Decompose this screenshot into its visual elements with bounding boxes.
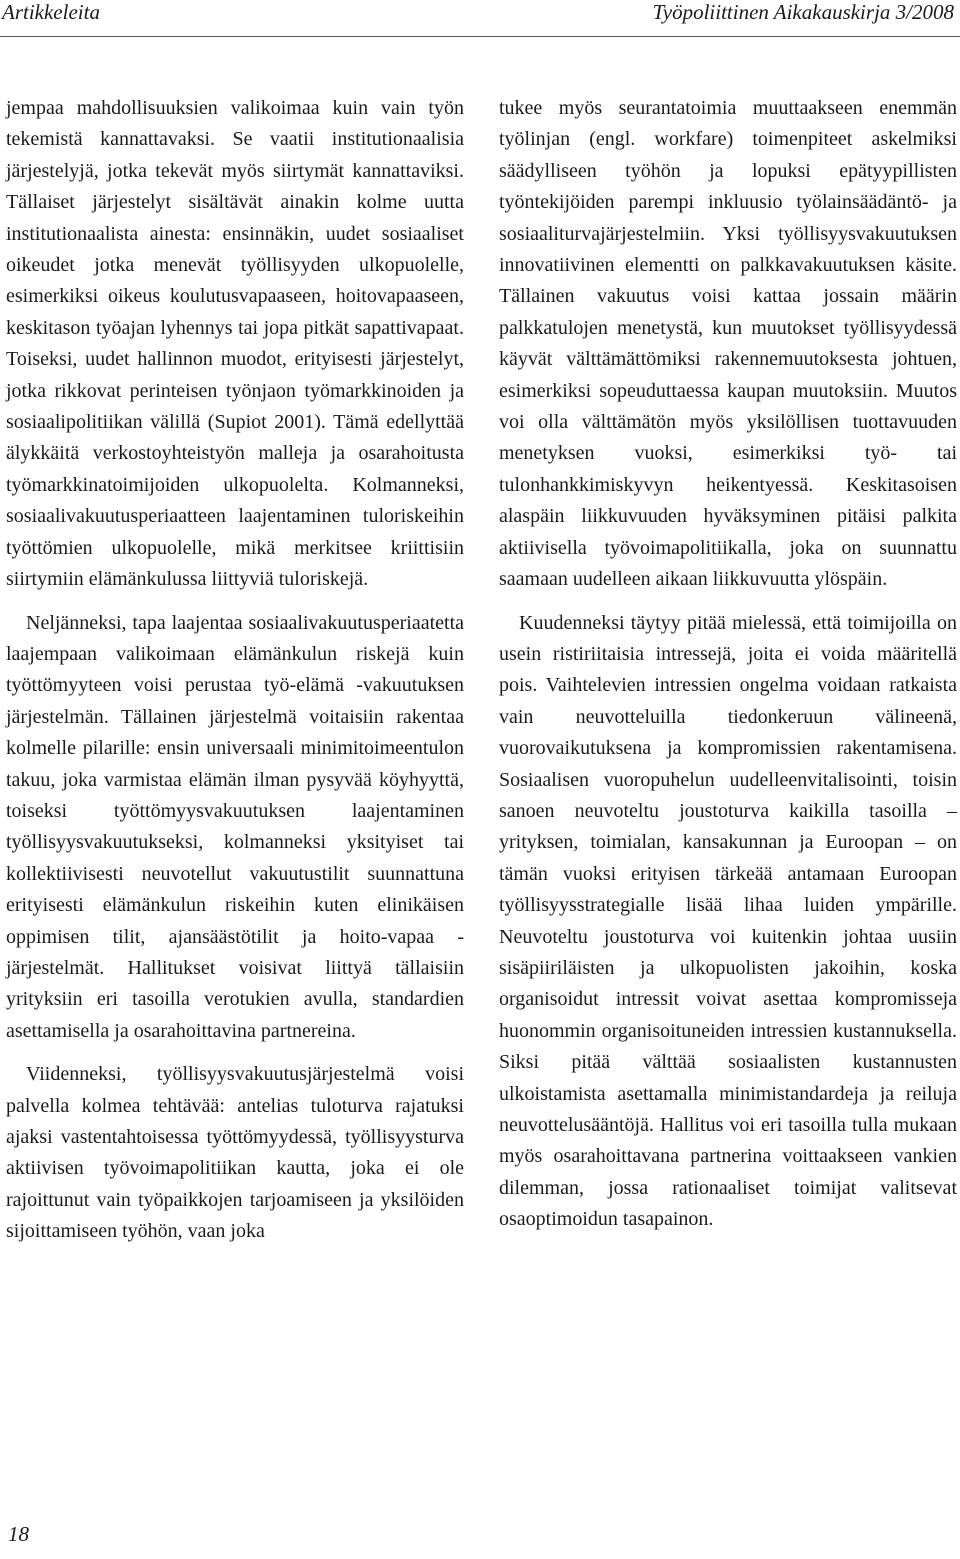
paragraph: jempaa mahdollisuuksien valikoimaa kuin vain työn tekemistä kannattavaksi. Se vaatii institutionaalisia järjestelyjä, jotka tekevät myös siirtymät kannattaviksi. Tällaiset järjestelyt sisältävät ainakin kolme uutta institutionaalista ainesta: ensinnäkin, uudet sosiaaliset oikeudet jotka menevät työllisyyden ulkopuolelle, esimerkiksi oikeus koulutusvapaaseen, hoitovapaaseen, keskitason työajan lyhennys tai jopa pitkät sapattivapaat. Toiseksi, uudet hallinnon muodot, erityisesti järjestelyt, jotka rikkovat perinteisen työnjaon työmarkkinoiden ja sosiaalipolitiikan välillä (Supiot 2001). Tämä edellyttää älykkäitä verkostoyhteistyön malleja ja osarahoitusta työmarkkinatoimijoiden ulkopuolelta. Kolmanneksi, sosiaalivakuutusperiaatteen laajentaminen tuloriskeihin työttömien ulkopuolelle, mikä merkitsee kriittisiin siirtymiin elämänkulussa liittyviä tuloriskejä. (6, 97, 464, 591)
journal-title: Työpoliittinen Aikakauskirja 3/2008 (652, 0, 954, 24)
paragraph: tukee myös seurantatoimia muuttaakseen enemmän työlinjan (engl. workfare) toimenpiteet askelmiksi säädylliseen työhön ja lopuksi epätyypillisten työntekijöiden parempi inkluusio työlainsäädäntö- ja sosiaaliturvajärjestelmiin. Yksi työllisyysvakuutuksen innovatiivinen elementti on palkkavakuutuksen käsite. Tällainen vakuutus voisi kattaa jossain määrin palkkatulojen menetystä, kun muutokset työllisyydessä käyvät välttämättömiksi rakennemuutoksesta johtuen, esimerkiksi sopeuduttaessa kaupan muutoksiin. Muutos voi olla välttämätön myös yksilöllisen tuottavuuden menetyksen vuoksi, esimerkiksi työ- tai tulonhankkimiskyvyn heikentyessä. Keskitasoisen alaspäin liikkuvuuden hyväksyminen pitäisi palkita aktiivisella työvoimapolitiikalla, joka on suunnattu saamaan uudelleen aikaan liikkuvuutta ylöspäin. (499, 97, 957, 591)
right-column (499, 93, 957, 1236)
paragraph: Viidenneksi, työllisyysvakuutusjärjestelmä voisi palvella kolmea tehtävää: antelias tuloturva rajatuksi ajaksi vastentahtoisessa työttömyydessä, työllisyysturva aktiivisen työvoimapolitiikan kautta, joka ei ole rajoittunut vain työpaikkojen tarjoamiseen ja yksilöiden sijoittamiseen työhön, vaan joka (6, 1063, 464, 1243)
paragraph: Neljänneksi, tapa laajentaa sosiaalivakuutusperiaatetta laajempaan valikoimaan elämänkulun riskejä kuin työttömyyteen voisi perustaa työ-elämä -vakuutuksen järjestelmän. Tällainen järjestelmä voitaisiin rakentaa kolmelle pilarille: ensin universaali minimitoimeentulon takuu, joka varmistaa elämän ilman pysyvää köyhyyttä, toiseksi työttömyysvakuutuksen laajentaminen työllisyysvakuutukseksi, kolmanneksi yksityiset tai kollektiivisesti neuvotellut vakuutustilit suunnattuna erityisesti elämänkulun riskeihin kuten elinikäisen oppimisen tilit, ajansäästötilit ja hoito-vapaa -järjestelmät. Hallitukset voisivat liittyä tällaisiin yrityksiin eri tasoilla verotukien avulla, standardien asettamisella ja osarahoittavina partnereina. (6, 611, 464, 1042)
header-divider (0, 36, 960, 37)
left-column (6, 93, 464, 1248)
paragraph: Kuudenneksi täytyy pitää mielessä, että toimijoilla on usein ristiriitaisia intressejä, joita ei voida määritellä pois. Vaihtelevien intressien ongelma voidaan ratkaista vain neuvotteluilla tiedonkeruun välineenä, vuorovaikutuksena ja kompromissien rakentamisena. Sosiaalisen vuoropuhelun uudelleenvitalisointi, toisin sanoen neuvoteltu joustoturva kaikilla tasoilla – yrityksen, toimialan, kansakunnan ja Euroopan – on tämän vuoksi erityisen tärkeää antamaan Euroopan työllisyysstrategialle lisää lihaa luiden ympärille. Neuvoteltu joustoturva voi kuitenkin johtaa uusiin sisäpiiriläisten ja ulkopuolisten jakoihin, koska organisoidut intressit voivat asettaa kompromisseja huonommin organisoituneiden intressien kustannuksella. Siksi pitää välttää sosiaalisten kustannusten ulkoistamista asettamalla minimistandardeja ja reiluja neuvottelusääntöjä. Hallitus voi eri tasoilla tulla mukaan myös osarahoittavana partnerina voittaakseen vankien dilemman, jossa rationaaliset toimijat valitsevat osaoptimoidun tasapainon. (499, 611, 957, 1231)
page-number: 18 (8, 1522, 29, 1546)
running-header (0, 0, 960, 28)
section-title: Artikkeleita (2, 0, 100, 24)
